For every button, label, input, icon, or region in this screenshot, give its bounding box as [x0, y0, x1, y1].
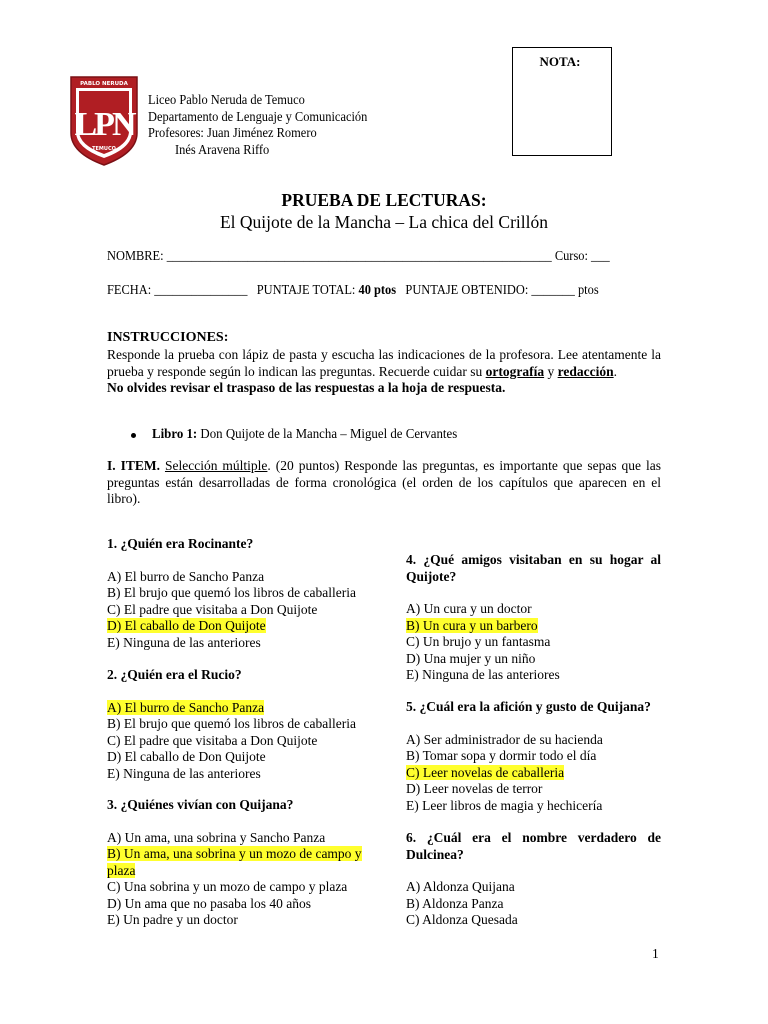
school-crest-icon — [69, 75, 139, 167]
page-subtitle: El Quijote de la Mancha – La chica del Crillón — [219, 212, 548, 232]
redaccion-word: redacción — [557, 363, 614, 379]
logo-top-text: PABLO NERUDA — [80, 81, 128, 87]
question-2: 2. ¿Quién era el Rucio? A) El burro de Sancho Panza B) El brujo que quemó los libros de caballeria C) El padre que visitaba a Don Quijote D) El caballo de Don Quijote E) Ninguna de las anteriores — [107, 667, 369, 782]
options-q6 — [406, 879, 661, 929]
teacher-2: Inés Aravena Riffo — [175, 141, 270, 157]
instructions-heading: INSTRUCCIONES: — [107, 330, 229, 345]
instructions-text: Responde la prueba con lápiz de pasta y escucha las indicaciones de la profesora. Lee atentamente la prueba y responde según lo indican las preguntas. Recuerde cuidar su ortografía y redacción. No olvides revisar el traspaso de las respuestas a la hoja de respuesta. — [107, 347, 661, 395]
date-score-line[interactable] — [107, 282, 641, 298]
question-4: 4. ¿Qué amigos visitaban en su hogar al Quijote? A) Un cura y un doctor B) Un cura y un barbero C) Un brujo y un fantasma D) Una mujer y un niño E) Ninguna de las anteriores — [406, 552, 661, 682]
options-q3 — [107, 830, 369, 929]
ortografia-word: ortografía — [485, 363, 545, 379]
answer-option[interactable]: A) Ser administrador de su hacienda — [406, 731, 603, 747]
date-field: FECHA: _______________ — [107, 282, 248, 297]
highlighted-answer: B) Un cura y un barbero — [406, 617, 538, 633]
answer-option[interactable]: C) Un brujo y un fantasma — [406, 634, 551, 649]
obtained-score-field: PUNTAJE OBTENIDO: _______ ptos — [405, 282, 599, 297]
answer-option[interactable]: E) Leer libros de magia y hechicería — [406, 797, 603, 813]
answer-option[interactable]: D) Leer novelas de terror — [406, 781, 543, 796]
answer-option[interactable]: E) Un padre y un doctor — [107, 912, 238, 927]
grade-box — [512, 47, 612, 156]
options-q5 — [406, 732, 661, 815]
answer-option[interactable]: E) Ninguna de las anteriores — [107, 765, 261, 781]
question-3: 3. ¿Quiénes vivían con Quijana? A) Un ama, una sobrina y Sancho Panza B) Un ama, una sobrina y un mozo de campo y plaza C) Una sobrina y un mozo de campo y plaza D) Un ama que no pasaba los 40 años E) Un padre y un doctor — [107, 797, 369, 929]
options-q1 — [107, 569, 369, 652]
answer-option[interactable]: D) El caballo de Don Quijote — [107, 749, 266, 764]
answer-option[interactable]: B) Aldonza Panza — [406, 895, 504, 911]
department: Departamento de Lenguaje y Comunicación — [148, 108, 368, 124]
answer-option[interactable]: D) Una mujer y un niño — [406, 650, 536, 666]
answer-option[interactable]: B) Tomar sopa y dormir todo el día — [406, 748, 597, 763]
answer-option[interactable]: A) Un ama, una sobrina y Sancho Panza — [107, 829, 326, 845]
name-line[interactable]: NOMBRE: ______________________________________________________________ Curso: ___ — [107, 248, 610, 263]
highlighted-answer: D) El caballo de Don Quijote — [107, 618, 266, 633]
highlighted-answer: A) El burro de Sancho Panza — [107, 699, 265, 715]
school-logo — [69, 75, 139, 167]
answer-option[interactable]: A) El burro de Sancho Panza — [107, 568, 265, 584]
question-1: 1. ¿Quién era Rocinante? A) El burro de Sancho Panza B) El brujo que quemó los libros de caballeria C) El padre que visitaba a Don Quijote D) El caballo de Don Quijote E) Ninguna de las anteriores — [107, 536, 369, 651]
answer-option[interactable] — [406, 765, 661, 782]
answer-option[interactable]: C) El padre que visitaba a Don Quijote — [107, 601, 318, 617]
answer-option[interactable]: E) Ninguna de las anteriores — [406, 667, 560, 682]
grade-label: NOTA: — [539, 54, 581, 69]
book-heading: Libro 1: Don Quijote de la Mancha – Miguel de Cervantes — [152, 427, 458, 442]
item-intro: I. ITEM. Selección múltiple. (20 puntos) Responde las preguntas, es importante que sepas que las preguntas están desarrolladas de forma cronológica (el orden de los capítulos que aparecen en el libro). — [107, 458, 662, 506]
total-score-label: PUNTAJE TOTAL: — [256, 282, 359, 297]
page-number: 1 — [652, 946, 659, 961]
instructions-reminder: No olvides revisar el traspaso de las respuestas a la hoja de respuesta. — [107, 380, 506, 395]
logo-letters: LPN — [74, 106, 134, 143]
answer-option[interactable]: A) Aldonza Quijana — [406, 879, 515, 894]
answer-option[interactable] — [107, 700, 369, 717]
question-5: 5. ¿Cuál era la afición y gusto de Quijana? A) Ser administrador de su hacienda B) Tomar sopa y dormir todo el día C) Leer novelas de caballeria D) Leer novelas de terror E) Leer libros de magia y hechicería — [406, 699, 661, 814]
school-name: Liceo Pablo Neruda de Temuco — [148, 92, 305, 107]
highlighted-answer: C) Leer novelas de caballeria — [406, 764, 565, 780]
highlighted-answer: B) Un ama, una sobrina y un mozo de campo y plaza — [107, 846, 362, 878]
question-6: 6. ¿Cuál era el nombre verdadero de Dulcinea? A) Aldonza Quijana B) Aldonza Panza C) Aldonza Quesada — [406, 830, 661, 927]
options-q2 — [107, 700, 369, 783]
answer-option[interactable] — [107, 846, 369, 879]
answer-option[interactable] — [107, 618, 369, 635]
answer-option[interactable]: B) El brujo que quemó los libros de caballeria — [107, 585, 356, 600]
answer-option[interactable]: B) El brujo que quemó los libros de caballeria — [107, 716, 356, 731]
answer-option[interactable]: C) El padre que visitaba a Don Quijote — [107, 732, 318, 748]
answer-option[interactable]: C) Una sobrina y un mozo de campo y plaza — [107, 879, 348, 894]
school-info — [148, 92, 386, 158]
options-q4 — [406, 601, 661, 684]
total-score-value: 40 ptos — [358, 282, 397, 297]
answer-option[interactable]: C) Aldonza Quesada — [406, 912, 518, 927]
logo-bottom-text: TEMUCO — [92, 146, 116, 152]
answer-option[interactable]: E) Ninguna de las anteriores — [107, 634, 261, 650]
answer-option[interactable]: D) Un ama que no pasaba los 40 años — [107, 895, 311, 911]
answer-option[interactable]: A) Un cura y un doctor — [406, 601, 532, 616]
bullet-icon — [131, 433, 136, 438]
answer-option[interactable] — [406, 618, 661, 635]
teachers: Profesores: Juan Jiménez Romero — [148, 125, 317, 140]
page-title: PRUEBA DE LECTURAS: — [281, 190, 487, 210]
